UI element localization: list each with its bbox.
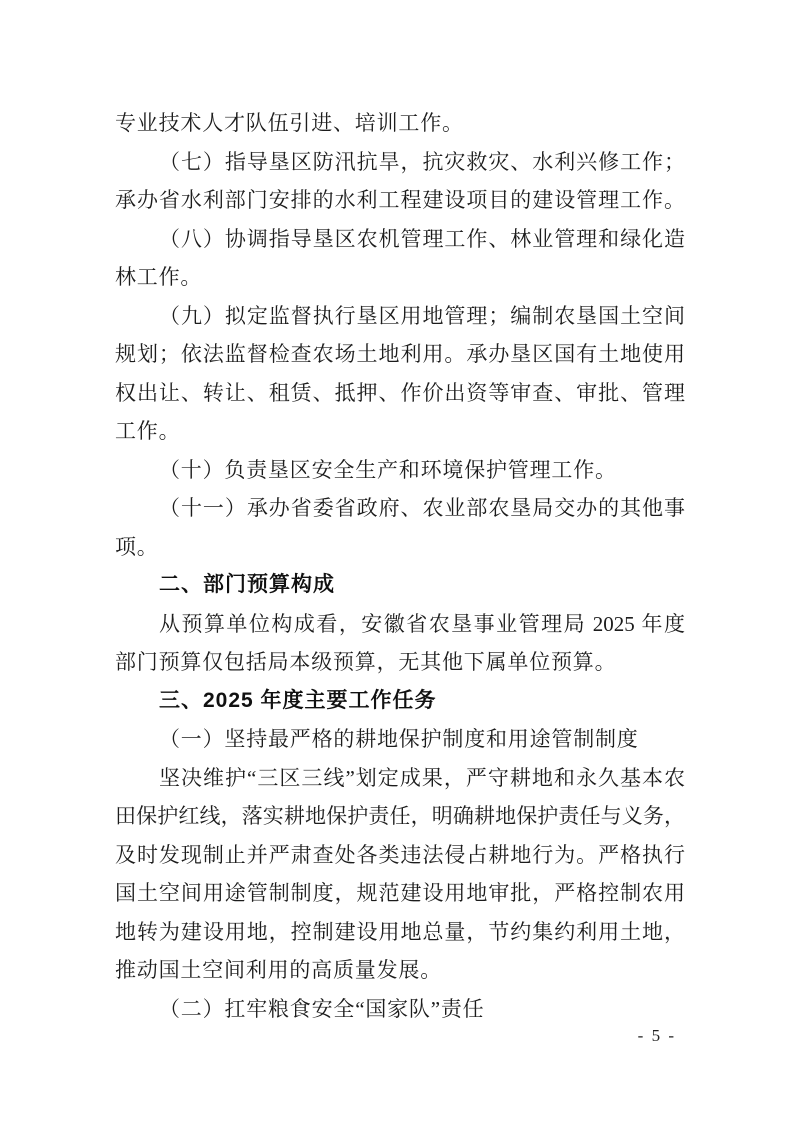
text-line: 及时发现制止并严肃查处各类违法侵占耕地行为。严格执行 bbox=[115, 842, 685, 867]
text-line: 从预算单位构成看，安徽省农垦事业管理局 2025 年度 bbox=[159, 611, 685, 636]
text-line: （七）指导垦区防汛抗旱，抗灾救灾、水利兴修工作； bbox=[159, 149, 685, 174]
text-line: 林工作。 bbox=[115, 265, 203, 289]
text-line: （九）拟定监督执行垦区用地管理；编制农垦国土空间 bbox=[159, 303, 685, 328]
text-line: 田保护红线，落实耕地保护责任，明确耕地保护责任与义务， bbox=[115, 804, 685, 828]
text-line: 推动国土空间利用的高质量发展。 bbox=[115, 958, 442, 982]
text-line: 权出让、转让、租赁、抵押、作价出资等审查、审批、管理 bbox=[115, 380, 685, 405]
text-line: （十一）承办省委省政府、农业部农垦局交办的其他事 bbox=[159, 496, 685, 520]
text-line: （一）坚持最严格的耕地保护制度和用途管制制度 bbox=[159, 727, 639, 751]
text-line: 承办省水利部门安排的水利工程建设项目的建设管理工作。 bbox=[115, 188, 685, 212]
text-line: 部门预算仅包括局本级预算，无其他下属单位预算。 bbox=[115, 650, 617, 674]
text-line: 坚决维护“三区三线”划定成果，严守耕地和永久基本农 bbox=[159, 765, 685, 790]
text-line: 项。 bbox=[115, 534, 159, 559]
text-line: 工作。 bbox=[115, 419, 181, 443]
text-line: 规划；依法监督检查农场土地利用。承办垦区国有土地使用 bbox=[115, 342, 685, 366]
text-line: 国土空间用途管制制度，规范建设用地审批，严格控制农用 bbox=[115, 881, 685, 905]
text-line: （八）协调指导垦区农机管理工作、林业管理和绿化造 bbox=[159, 226, 685, 251]
text-line: （十）负责垦区安全生产和环境保护管理工作。 bbox=[159, 457, 617, 482]
text-line: 地转为建设用地，控制建设用地总量，节约集约利用土地， bbox=[115, 919, 685, 944]
document-body bbox=[115, 104, 685, 1028]
section-heading: 二、部门预算构成 bbox=[159, 573, 335, 596]
page-number: - 5 - bbox=[637, 1026, 676, 1045]
section-heading: 三、2025 年度主要工作任务 bbox=[159, 688, 437, 712]
text-line: （二）扛牢粮食安全“国家队”责任 bbox=[159, 996, 485, 1021]
text-line: 专业技术人才队伍引进、培训工作。 bbox=[115, 111, 464, 135]
